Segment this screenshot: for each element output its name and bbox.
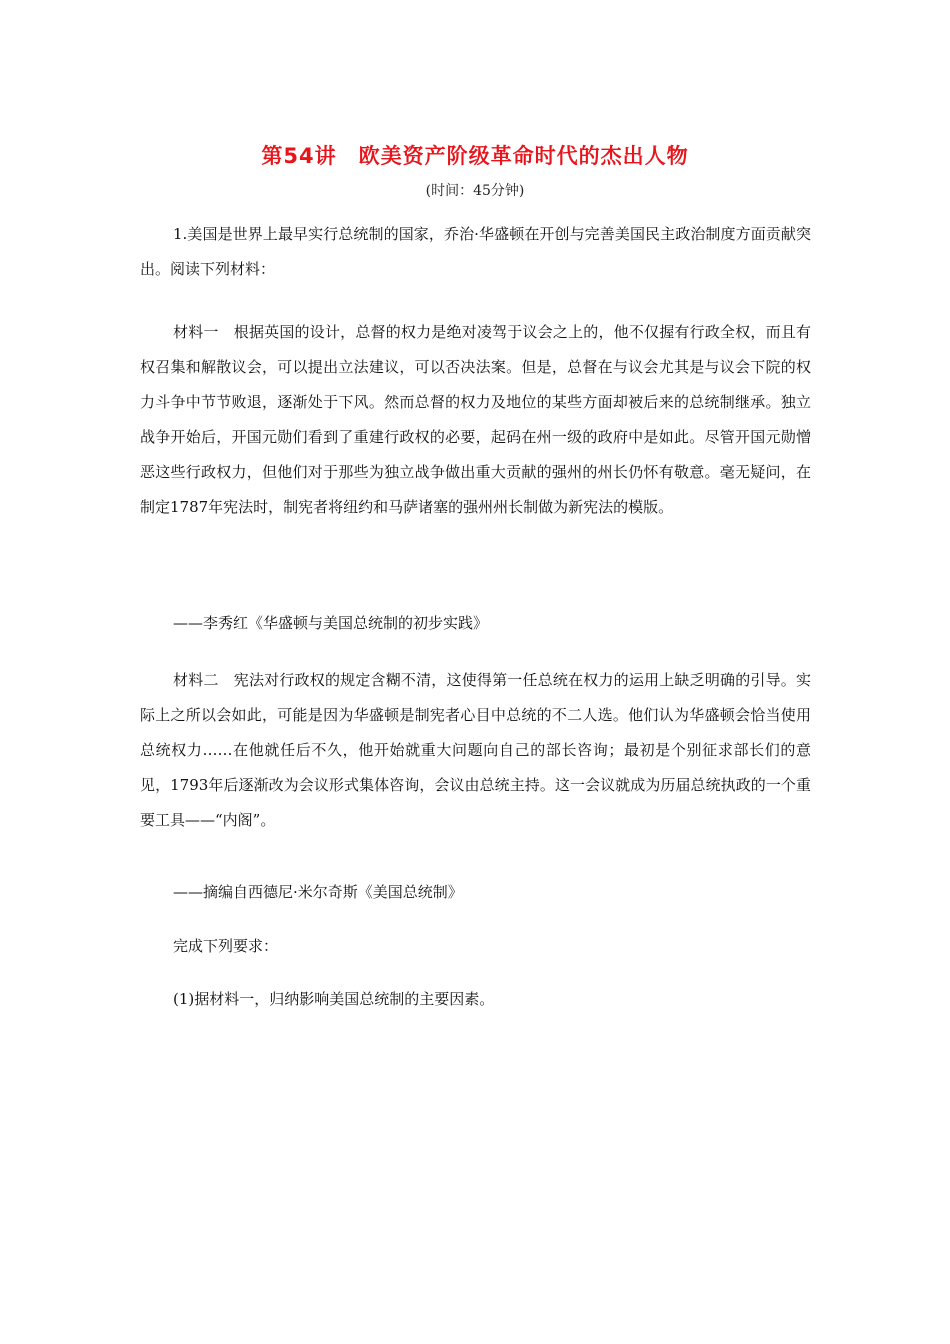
page-title: 第54讲 欧美资产阶级革命时代的杰出人物 [261, 144, 689, 168]
material-two: 材料二 宪法对行政权的规定含糊不清，这使得第一任总统在权力的运用上缺乏明确的引导。实际上之所以会如此，可能是因为华盛顿是制宪者心目中总统的不二人选。他们认为华盛顿会恰当使用总统权力……在他就任后不久，他开始就重大问题向自己的部长咨询；最初是个别征求部长们的意见，1793年后逐渐改为会议形式集体咨询，会议由总统主持。这一会议就成为历届总统执政的一个重要工具——“内阁”。 [140, 671, 811, 829]
material-one: 材料一 根据英国的设计，总督的权力是绝对凌驾于议会之上的，他不仅握有行政全权，而且有权召集和解散议会，可以提出立法建议，可以否决法案。但是，总督在与议会尤其是与议会下院的权力斗争中节节败退，逐渐处于下风。然而总督的权力及地位的某些方面却被后来的总统制继承。独立战争开始后，开国元勋们看到了重建行政权的必要，起码在州一级的政府中是如此。尽管开国元勋憎恶这些行政权力，但他们对于那些为独立战争做出重大贡献的强州的州长仍怀有敬意。毫无疑问，在制定1787年宪法时，制宪者将纽约和马萨诸塞的强州州长制做为新宪法的模版。 [140, 323, 811, 516]
instruction: 完成下列要求： [173, 937, 279, 955]
material-one-source: ——李秀红《华盛顿与美国总统制的初步实践》 [173, 614, 489, 632]
question-intro: 1.美国是世界上最早实行总统制的国家，乔治·华盛顿在开创与完善美国民主政治制度方面贡献突出。阅读下列材料： [140, 225, 811, 278]
time-limit: (时间：45分钟) [425, 183, 525, 199]
sub-question-1: (1)据材料一，归纳影响美国总统制的主要因素。 [173, 990, 495, 1008]
material-two-source: ——摘编自西德尼·米尔奇斯《美国总统制》 [173, 883, 463, 901]
